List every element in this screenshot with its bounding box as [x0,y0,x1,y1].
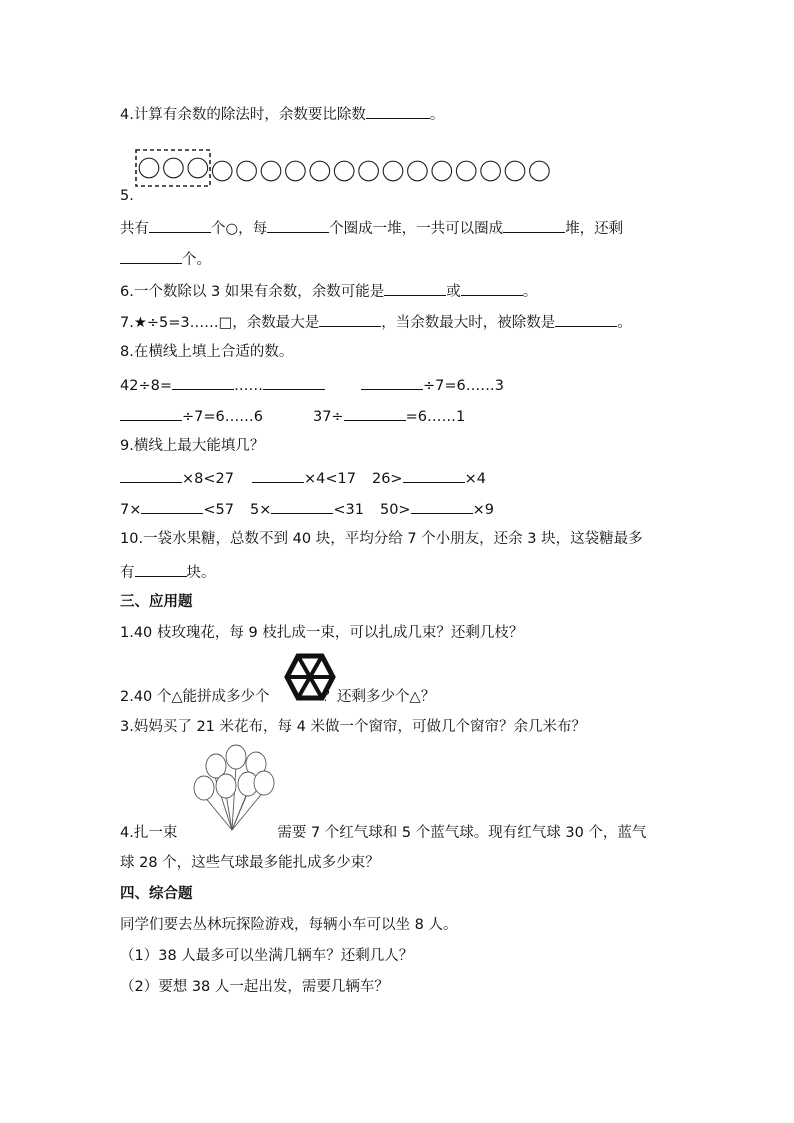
question-10-line-2: 有 块。 [120,561,216,583]
question-4-text: 4.计算有余数的除法时，余数要比除数 [120,107,366,123]
circle-item [188,158,208,178]
answer-blank[interactable] [384,280,446,296]
circle-item [164,158,184,178]
circle-item [481,161,501,181]
question-8-title: 8.在横线上填上合适的数。 [120,344,294,360]
circle-item [310,161,330,181]
answer-blank[interactable] [135,561,187,577]
question-9-title: 9.横线上最大能填几？ [120,438,265,454]
answer-blank[interactable] [361,374,423,390]
answer-blank[interactable] [555,311,617,327]
circle-item [261,161,281,181]
section-4-question-1: （1）38 人最多可以坐满几辆车？还剩几人？ [120,948,414,964]
question-9-row-2: 7× <57 5× <31 50> ×9 [120,498,494,520]
section-4-title: 四、综合题 [120,886,193,902]
answer-blank[interactable] [344,405,406,421]
section-4-intro: 同学们要去丛林玩探险游戏，每辆小车可以坐 8 人。 [120,917,458,933]
balloon [194,776,214,800]
question-9-row-1: ×8<27 ×4<17 26> ×4 [120,467,486,489]
circle-item [505,161,525,181]
problem-1: 1.40 枝玫瑰花，每 9 枝扎成一束，可以扎成几束？还剩几枝？ [120,625,524,641]
circle-item [408,161,428,181]
section-4-question-2: （2）要想 38 人一起出发，需要几辆车？ [120,979,389,995]
balloon [254,771,274,795]
answer-blank[interactable] [461,280,523,296]
answer-blank[interactable] [403,467,465,483]
circles-figure [133,148,553,190]
question-8-row-1: 42÷8= …… ÷7=6……3 [120,374,504,396]
circle-item [334,161,354,181]
answer-blank[interactable] [252,467,304,483]
answer-blank[interactable] [411,498,473,514]
circle-item [237,161,257,181]
answer-blank[interactable] [503,217,565,233]
question-5-number: 5. [120,188,134,204]
circle-item [383,161,403,181]
answer-blank[interactable] [366,103,430,119]
circle-item [286,161,306,181]
answer-blank[interactable] [271,498,333,514]
circle-item [530,161,550,181]
answer-blank[interactable] [267,217,329,233]
balloon [216,774,236,798]
circle-item [212,161,232,181]
question-5-line-1: 共有 个○，每 个圈成一堆，一共可以圈成 堆，还剩 [120,217,623,239]
circle-item [359,161,379,181]
answer-blank[interactable] [149,217,211,233]
balloon [226,745,246,769]
answer-blank[interactable] [120,248,182,264]
answer-blank[interactable] [120,467,182,483]
answer-blank[interactable] [263,374,325,390]
answer-blank[interactable] [141,498,203,514]
question-4: 4.计算有余数的除法时，余数要比除数 。 [120,103,444,125]
circle-row [139,158,549,181]
question-10-line-1: 10.一袋水果糖，总数不到 40 块，平均分给 7 个小朋友，还余 3 块，这袋糖最多 [120,531,643,547]
question-6: 6.一个数除以 3 如果有余数，余数可能是 或 。 [120,280,537,302]
question-7: 7.★÷5=3……□，余数最大是 ，当余数最大时，被除数是 。 [120,311,632,333]
circle-item [139,158,159,178]
circle-item [432,161,452,181]
problem-3: 3.妈妈买了 21 米花布，每 4 米做一个窗帘，可做几个窗帘？余几米布？ [120,719,586,735]
problem-2: 2.40 个△能拼成多少个 ？还剩多少个△？ [120,689,436,705]
question-5-line-2: 个。 [120,248,211,270]
problem-4-line-1: 4.扎一束 需要 7 个红气球和 5 个蓝气球。现有红气球 30 个，蓝气 [120,825,647,841]
problem-4-line-2: 球 28 个，这些气球最多能扎成多少束？ [120,855,380,871]
answer-blank[interactable] [319,311,381,327]
answer-blank[interactable] [120,405,182,421]
question-8-row-2: ÷7=6……6 37÷ =6……1 [120,405,465,427]
circle-item [456,161,476,181]
answer-blank[interactable] [172,374,234,390]
section-3-title: 三、应用题 [120,594,193,610]
